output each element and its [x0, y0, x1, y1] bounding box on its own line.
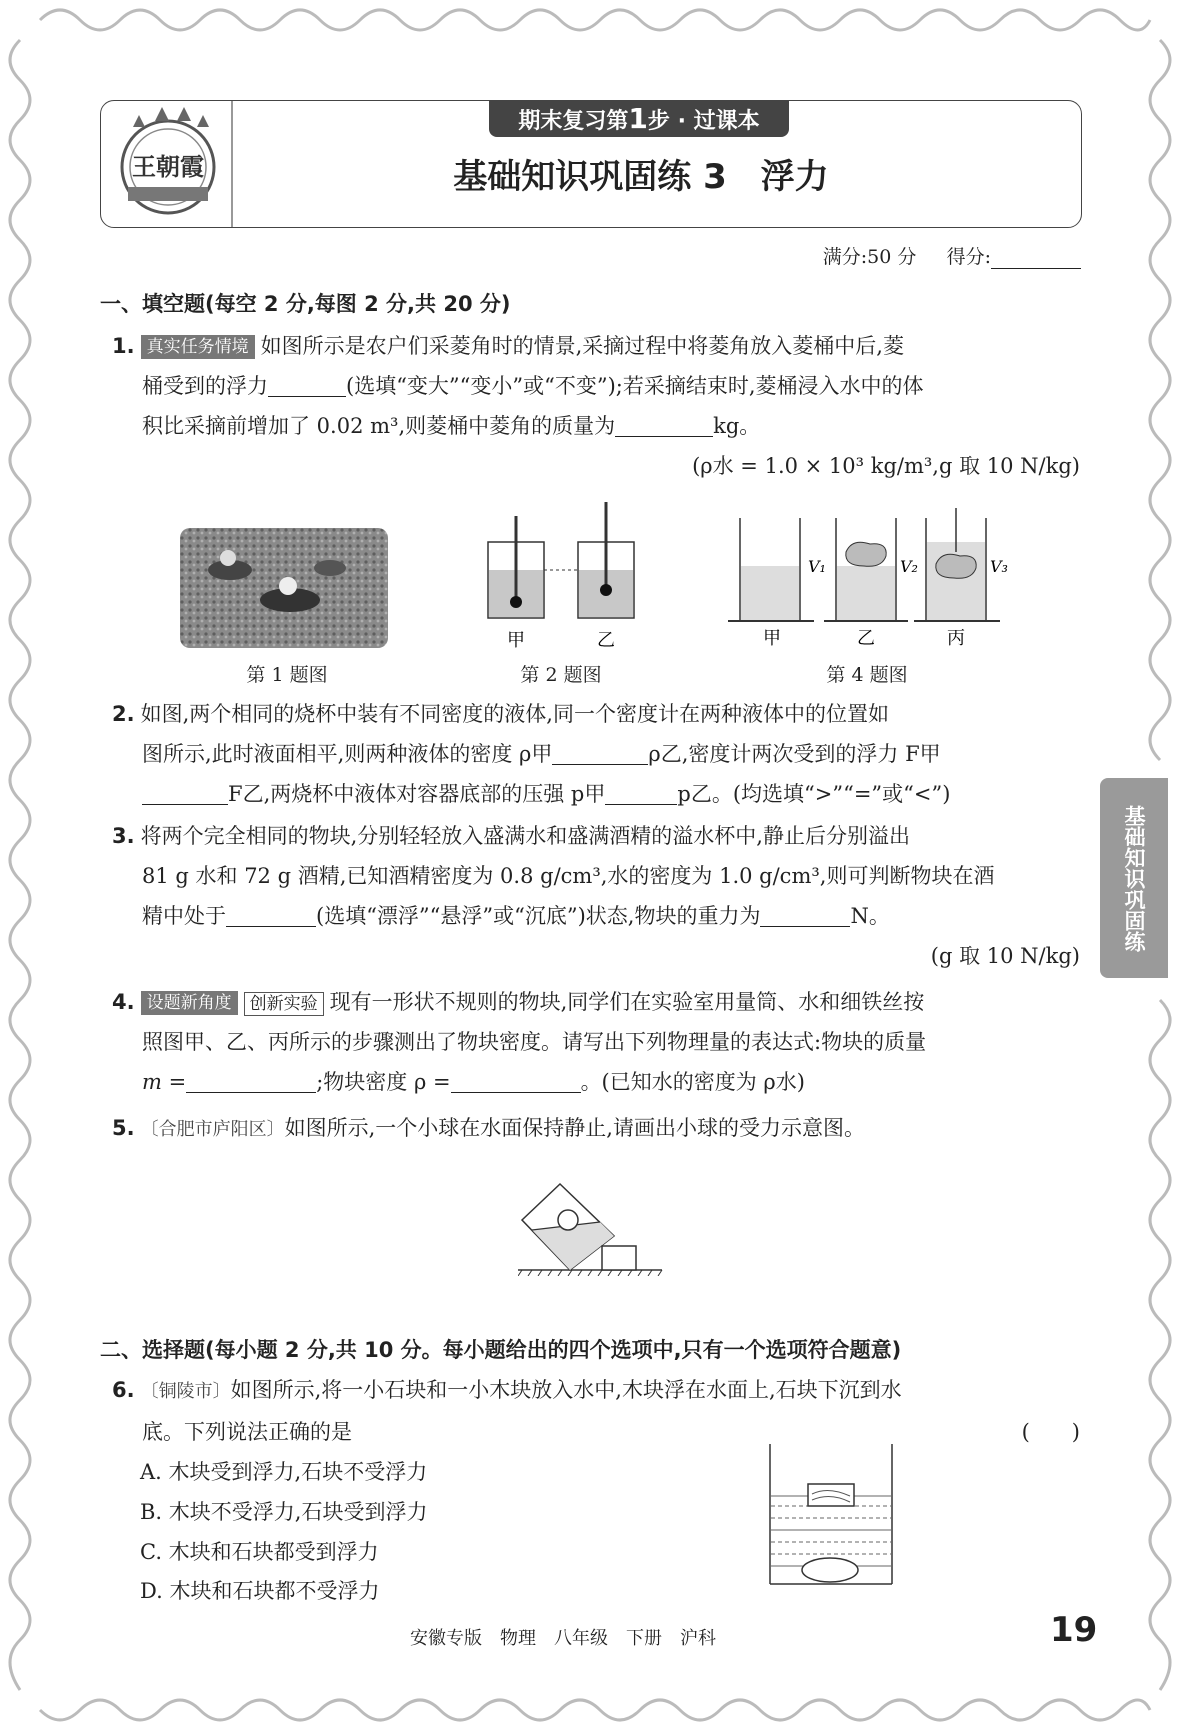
q4-line2: 照图甲、乙、丙所示的步骤测出了物块密度。请写出下列物理量的表达式:物块的质量: [142, 1030, 927, 1054]
score-blank[interactable]: [991, 250, 1081, 269]
side-tab: 基础知识巩固练: [1100, 778, 1168, 978]
q2-line3a: F乙,两烧杯中液体对容器底部的压强 p甲: [228, 782, 606, 806]
question-3: [112, 816, 1080, 976]
q5-number: 5.: [112, 1116, 135, 1140]
fig4-label-bing: 丙: [947, 628, 965, 648]
q3-line1: 将两个完全相同的物块,分别轻轻放入盛满水和盛满酒精的溢水杯中,静止后分别溢出: [140, 824, 910, 848]
page-title: 基础知识巩固练 3 浮力: [453, 157, 829, 197]
fig2-caption: 第 2 题图: [520, 664, 602, 686]
section2-title: 二、选择题(每小题 2 分,共 10 分。每小题给出的四个选项中,只有一个选项符合题意): [100, 1338, 902, 1362]
q1-blank2[interactable]: [615, 414, 713, 437]
q3-number: 3.: [112, 824, 135, 848]
q3-note: (g 取 10 N/kg): [930, 944, 1080, 968]
fig4-vol-2: V₂: [900, 557, 918, 576]
q2-line3b: p乙。(均选填“>”“=”或“<”): [677, 782, 951, 806]
header-divider: [231, 101, 233, 227]
fig4-label-jia: 甲: [763, 628, 781, 648]
q3-blank2[interactable]: [760, 904, 850, 927]
q6-option-d[interactable]: D. 木块和石块都不受浮力: [140, 1579, 380, 1603]
footer: 安徽专版 物理 八年级 下册 沪科: [410, 1628, 716, 1649]
full-score-label: 满分:50 分: [822, 246, 917, 268]
got-score-label: 得分:: [946, 246, 991, 268]
step-tag: [489, 101, 789, 137]
q4-badge1: 设题新角度: [141, 991, 238, 1015]
q4-number: 4.: [112, 990, 135, 1014]
q3-line2: 81 g 水和 72 g 酒精,已知酒精密度为 0.8 g/cm³,水的密度为 1.0 g/cm³,则可判断物块在酒: [142, 864, 995, 888]
fig2-label-yi: 乙: [597, 630, 615, 651]
score-line: [823, 242, 1081, 269]
fig4-label-yi: 乙: [857, 628, 875, 648]
q3-line3a: 精中处于: [142, 904, 226, 928]
section1-title: 一、填空题(每空 2 分,每图 2 分,共 20 分): [100, 292, 511, 316]
q4-badge2: 创新实验: [244, 992, 324, 1016]
q1-line3a: 积比采摘前增加了 0.02 m³,则菱桶中菱角的质量为: [142, 414, 616, 438]
q6-answer-paren[interactable]: ( ): [1021, 1420, 1080, 1444]
q3-line3c: N。: [850, 904, 890, 928]
q6-line1: 如图所示,将一小石块和一小木块放入水中,木块浮在水面上,石块下沉到水: [230, 1378, 902, 1402]
q6-figure: [768, 1444, 896, 1588]
fig4-vol-1: V₁: [808, 557, 826, 576]
q4-blank2[interactable]: [451, 1070, 581, 1093]
q2-blank2[interactable]: [142, 782, 228, 805]
q6-option-a[interactable]: A. 木块受到浮力,石块不受浮力: [140, 1460, 428, 1484]
q6-option-c[interactable]: C. 木块和石块都受到浮力: [140, 1540, 379, 1564]
page-number: 19: [1050, 1610, 1098, 1650]
fig4-caption: 第 4 题图: [826, 664, 908, 686]
q1-blank1[interactable]: [268, 374, 346, 397]
fig1-caption: 第 1 题图: [246, 664, 328, 686]
q6-number: 6.: [112, 1378, 135, 1402]
q2-blank1[interactable]: [552, 742, 648, 765]
q4-line1: 现有一形状不规则的物块,同学们在实验室用量筒、水和细铁丝按: [329, 990, 925, 1014]
q2-line1: 如图,两个相同的烧杯中装有不同密度的液体,同一个密度计在两种液体中的位置如: [140, 702, 889, 726]
fig1-photo: [180, 528, 388, 648]
fig4-vol-3: V₃: [990, 557, 1008, 576]
q5-text: 如图所示,一个小球在水面保持静止,请画出小球的受力示意图。: [284, 1116, 865, 1140]
step-tag-number: 1: [628, 102, 648, 135]
q4-line3a: m =: [142, 1070, 187, 1094]
q5-figure: [518, 1176, 664, 1276]
q2-number: 2.: [112, 702, 135, 726]
step-tag-suffix: 步 · 过课本: [647, 109, 760, 134]
q2-line2b: ρ乙,密度计两次受到的浮力 F甲: [648, 742, 941, 766]
q4-line3b: ;物块密度 ρ =: [316, 1070, 451, 1094]
q1-line1: 如图所示是农户们采菱角时的情景,采摘过程中将菱角放入菱桶中后,菱: [260, 334, 904, 358]
step-tag-prefix: 期末复习第: [518, 109, 629, 134]
question-1: [112, 326, 1080, 486]
q2-blank3[interactable]: [605, 782, 677, 805]
fig2-beakers: [478, 502, 638, 652]
q2-line2a: 图所示,此时液面相平,则两种液体的密度 ρ甲: [142, 742, 553, 766]
q6-option-b[interactable]: B. 木块不受浮力,石块受到浮力: [140, 1500, 428, 1524]
header-box: [100, 100, 1082, 228]
q1-note: (ρ水 = 1.0 × 10³ kg/m³,g 取 10 N/kg): [692, 454, 1080, 478]
q4-line3c: 。(已知水的密度为 ρ水): [580, 1070, 805, 1094]
q1-number: 1.: [112, 334, 135, 358]
question-4: [112, 982, 1080, 1102]
brand-logo: [113, 105, 223, 227]
q6-line2: 底。下列说法正确的是: [142, 1420, 352, 1444]
q6-source: 〔铜陵市〕: [140, 1381, 231, 1402]
q5-source: 〔合肥市庐阳区〕: [140, 1119, 285, 1140]
q3-blank1[interactable]: [226, 904, 316, 927]
q4-blank1[interactable]: [186, 1070, 316, 1093]
question-6: [112, 1370, 1080, 1452]
q1-line2a: 桶受到的浮力: [142, 374, 268, 398]
question-5: [112, 1108, 1080, 1150]
q3-line3b: (选填“漂浮”“悬浮”或“沉底”)状态,物块的重力为: [316, 904, 761, 928]
question-2: [112, 694, 1080, 814]
fig2-label-jia: 甲: [507, 630, 525, 651]
q1-line2b: (选填“变大”“变小”或“不变”);若采摘结束时,菱桶浸入水中的体: [346, 374, 924, 398]
fig4-cylinders: [728, 508, 1018, 648]
q1-line3b: kg。: [713, 414, 761, 438]
logo-text: 王朝霞: [132, 152, 204, 181]
q1-badge: 真实任务情境: [141, 335, 255, 359]
